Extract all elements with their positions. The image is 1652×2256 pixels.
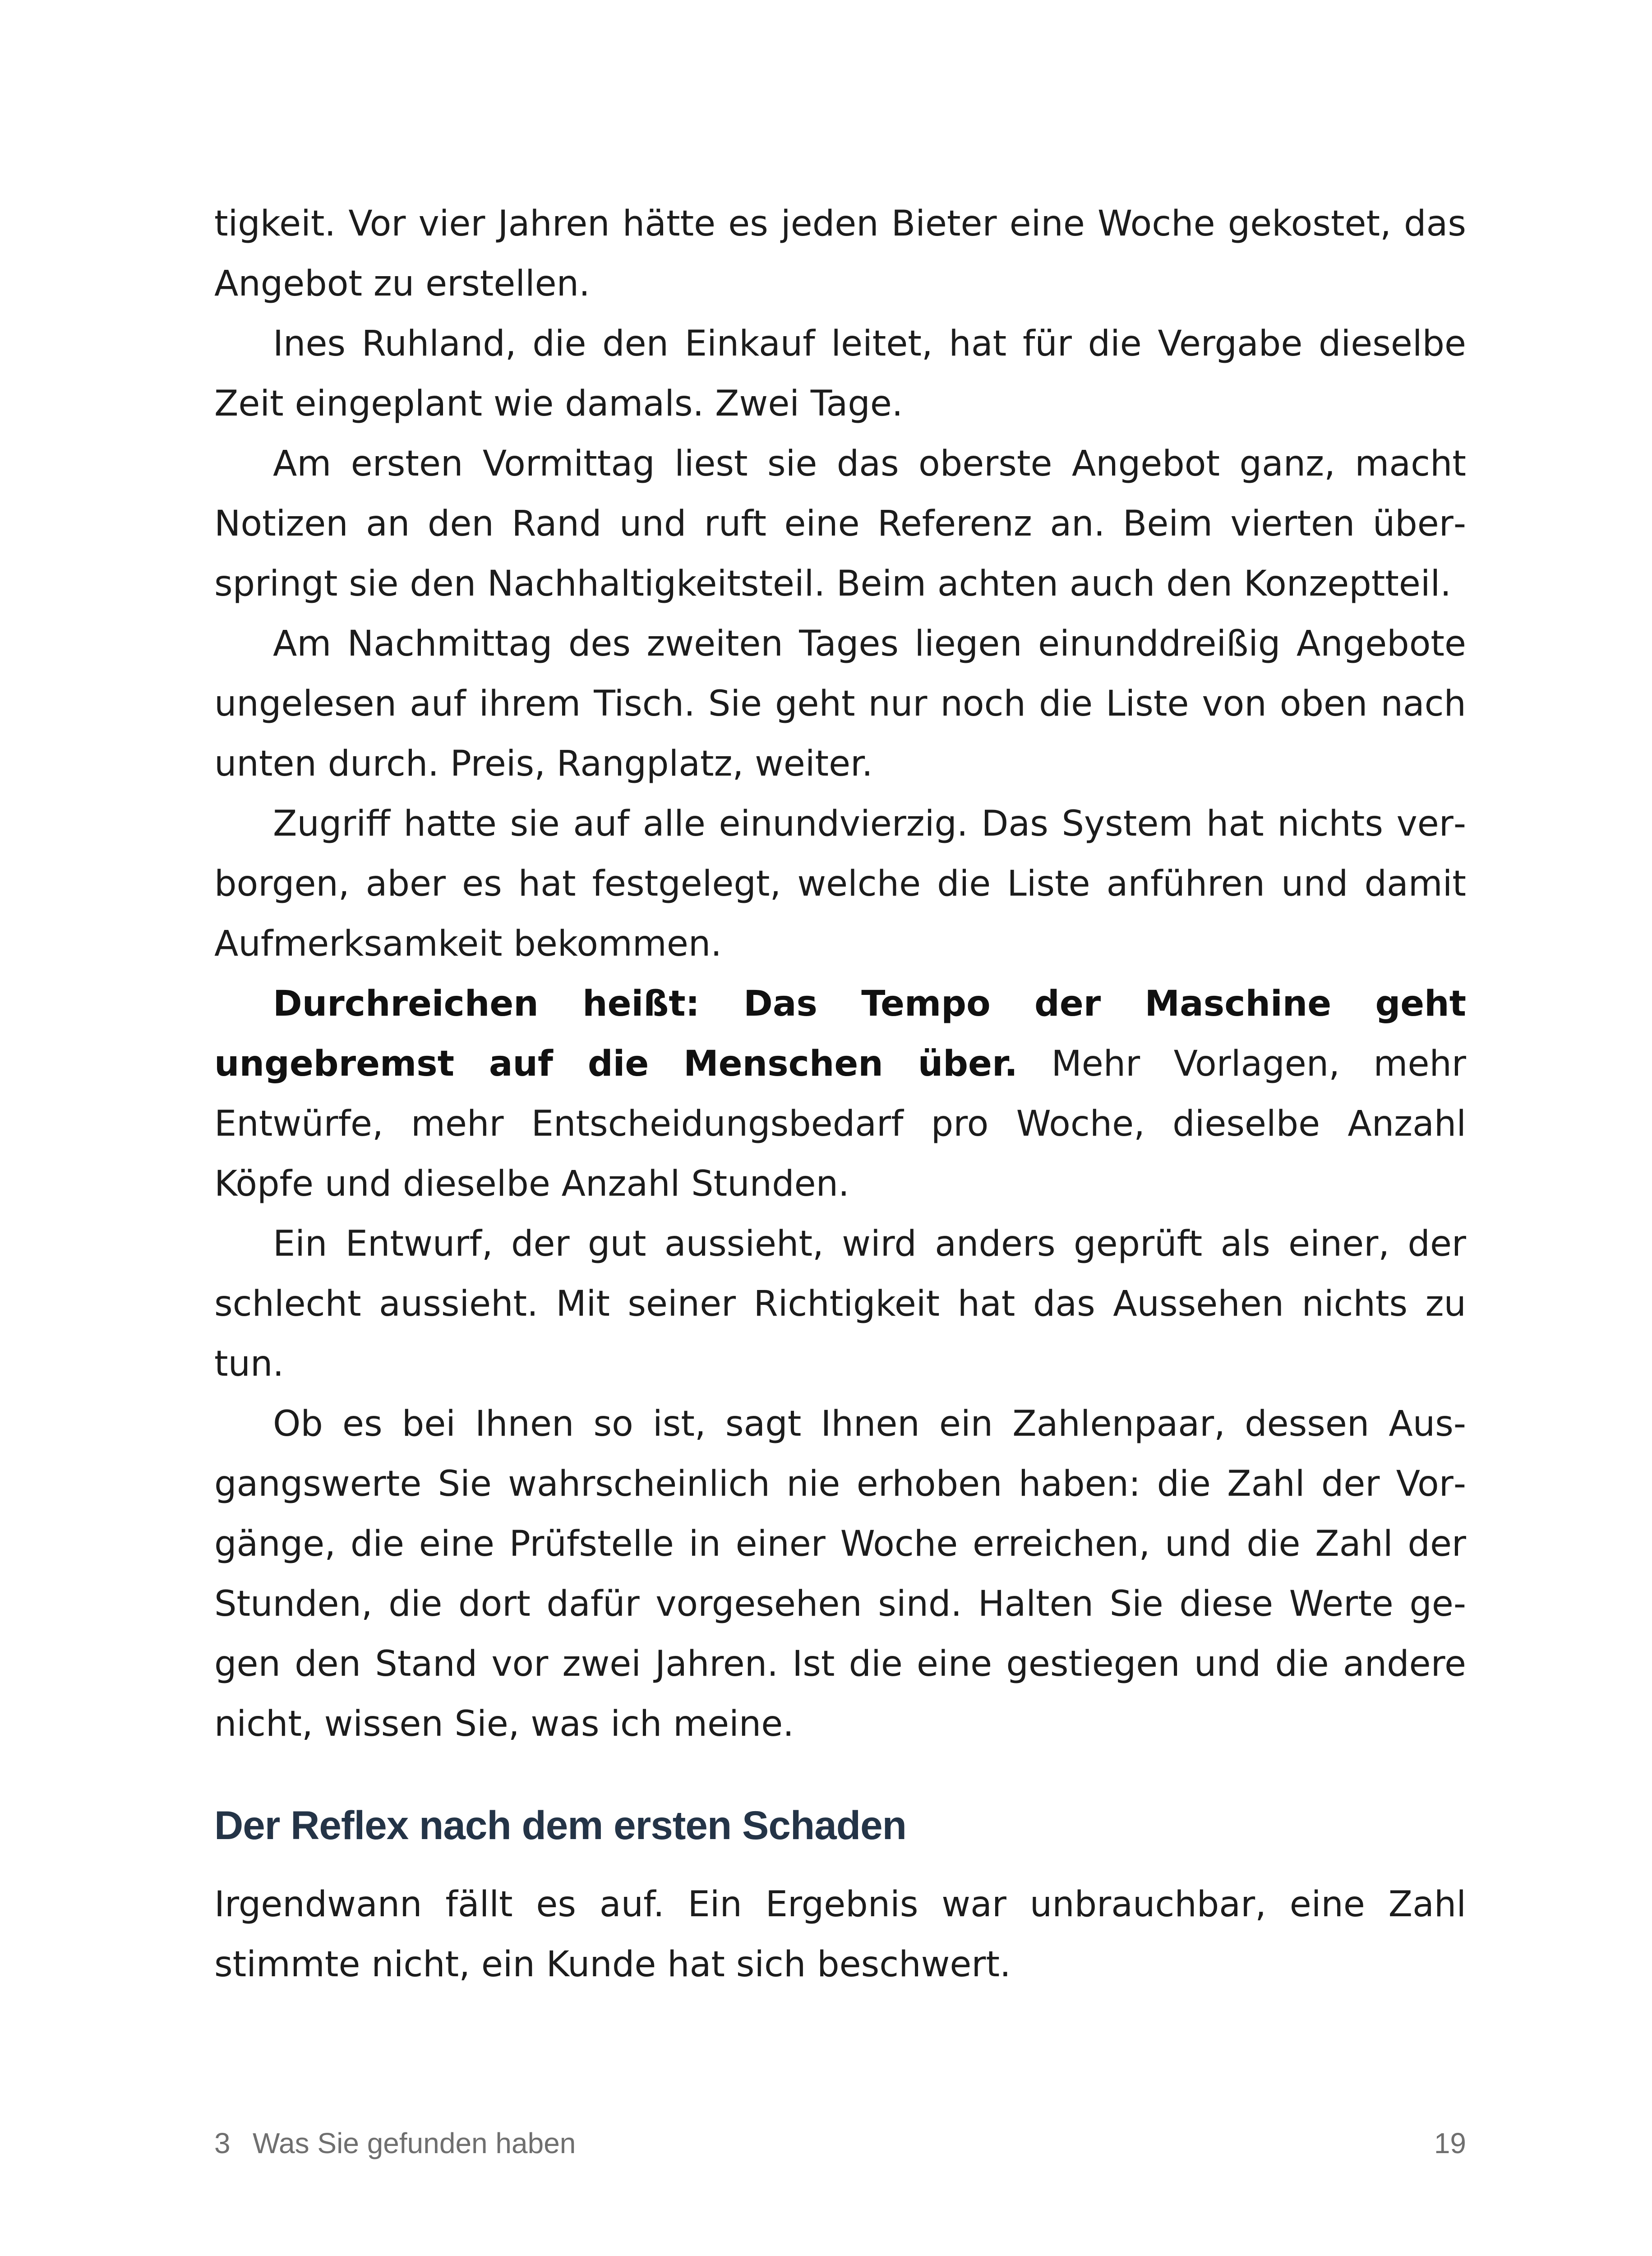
body-text <box>214 194 1466 1754</box>
footer-chapter-title: Was Sie gefunden haben <box>253 2127 576 2159</box>
page-footer <box>214 2123 1466 2164</box>
footer-chapter-number: 3 <box>214 2127 231 2159</box>
section-paragraph: Irgendwann fällt es auf. Ein Ergebnis war unbrauchbar, eine Zahl stimmte nicht, ein Kunde hat sich beschwert. <box>214 1884 1466 1985</box>
page-number: 19 <box>1434 2127 1466 2159</box>
paragraph-5: Zugriff hatte sie auf alle einundvierzig. Das System hat nichts verborgen, aber es hat festgelegt, welche die Liste anführen und damit Aufmerksamkeit bekommen. <box>214 804 1466 964</box>
paragraph-7: Ein Entwurf, der gut aussieht, wird anders geprüft als einer, der schlecht aussieht. Mit seiner Richtigkeit hat das Aussehen nichts zu tun. <box>214 1224 1466 1384</box>
paragraph-6: Durchreichen heißt: Das Tempo der Maschine geht ungebremst auf die Menschen über. Mehr Vorlagen, mehr Entwürfe, mehr Entscheidungsbedarf pro Woche, dieselbe Anzahl Köpfe und dieselbe Anzahl Stunden. <box>214 984 1467 1204</box>
paragraph-2: Ines Ruhland, die den Einkauf leitet, hat für die Vergabe dieselbe Zeit eingeplant wie damals. Zwei Tage. <box>214 324 1466 424</box>
paragraph-1: tigkeit. Vor vier Jahren hätte es jeden Bieter eine Woche gekostet, das Angebot zu erstellen. <box>214 203 1466 304</box>
section-text <box>214 1875 1466 1995</box>
paragraph-3: Am ersten Vormittag liest sie das oberste Angebot ganz, macht Notizen an den Rand und ruft eine Referenz an. Beim vierten überspringt sie den Nachhaltigkeitsteil. Beim achten auch den Konzeptteil. <box>214 444 1466 604</box>
section-heading: Der Reflex nach dem ersten Schaden <box>214 1803 906 1848</box>
paragraph-8: Ob es bei Ihnen so ist, sagt Ihnen ein Zahlenpaar, dessen Ausgangswerte Sie wahrscheinlich nie erhoben haben: die Zahl der Vorgänge, die eine Prüfstelle in einer Woche erreichen, und die Zahl der Stunden, die dort dafür vorgesehen sind. Halten Sie diese Werte gegen den Stand vor zwei Jahren. Ist die eine gestiegen und die andere nicht, wissen Sie, was ich meine. <box>214 1404 1466 1744</box>
paragraph-4: Am Nachmittag des zweiten Tages liegen einunddreißig Angebote ungelesen auf ihrem Tisch. Sie geht nur noch die Liste von oben nach unten durch. Preis, Rangplatz, weiter. <box>214 624 1466 784</box>
bold-statement: Durchreichen heißt: Das Tempo der Maschine geht ungebremst auf die Menschen über. <box>214 984 1466 1084</box>
